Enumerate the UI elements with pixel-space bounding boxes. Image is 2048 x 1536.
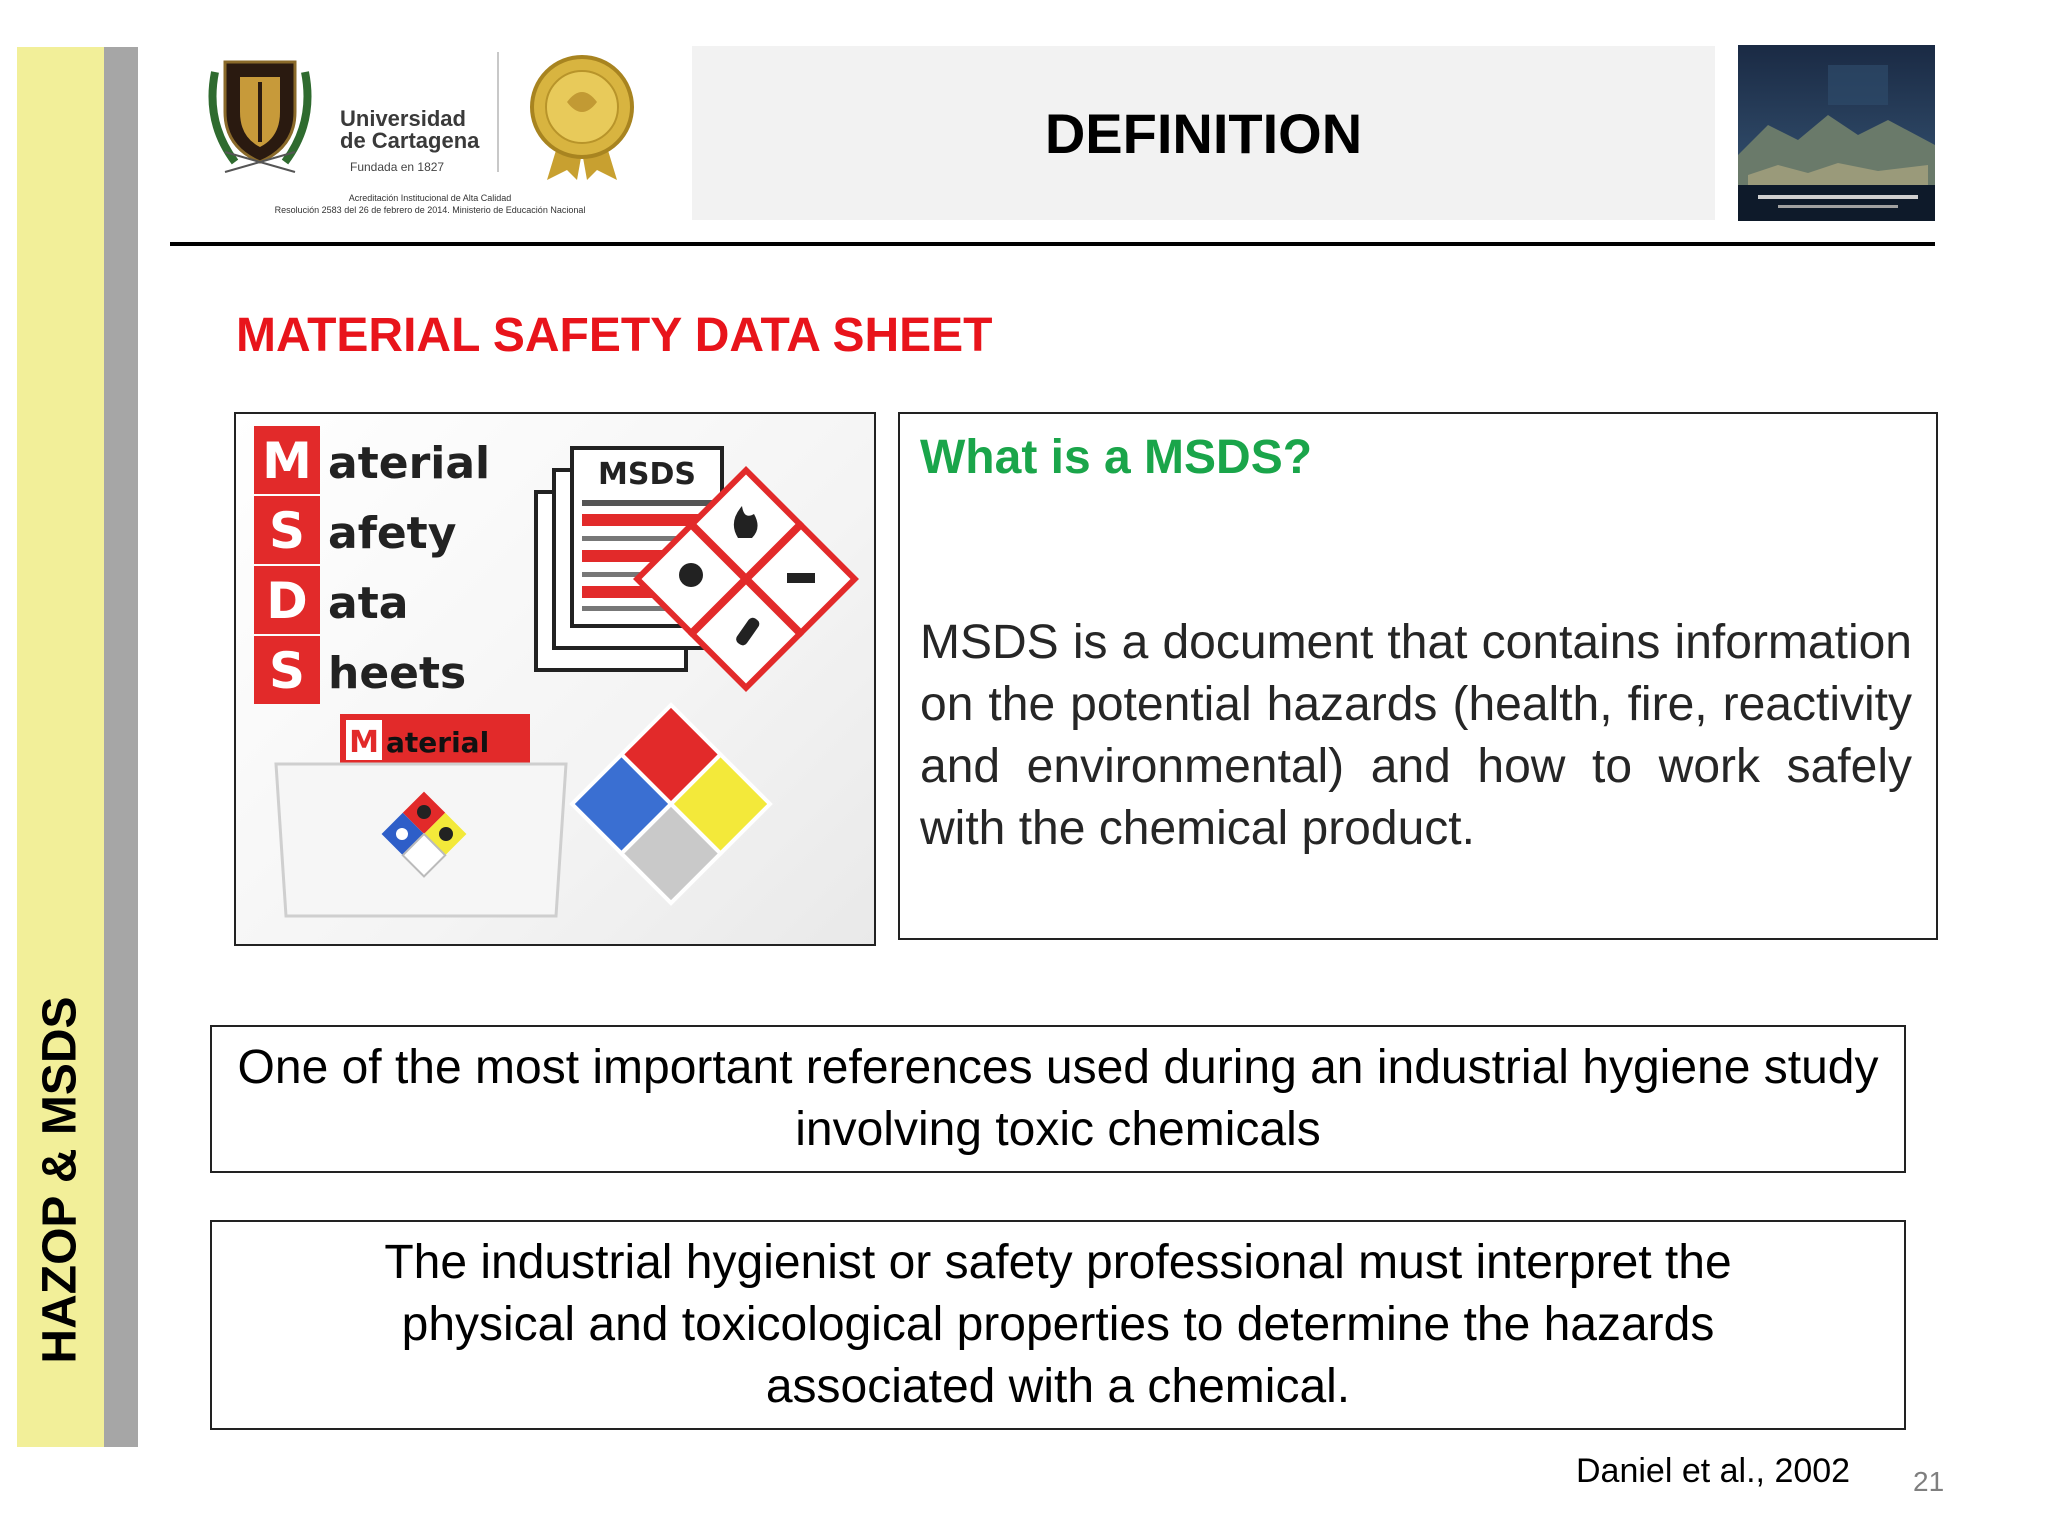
reference-text-2: The industrial hygienist or safety professional must interpret the physical and toxicological properties to determine the hazards associated with a chemical. bbox=[384, 1236, 1732, 1413]
sidebar-band-gray bbox=[104, 47, 138, 1447]
msds-illustration bbox=[234, 412, 876, 946]
msds-sheet-label: MSDS bbox=[598, 457, 696, 492]
reference-text-1: One of the most important references used during an industrial hygiene study involving toxic chemicals bbox=[237, 1041, 1879, 1156]
definition-text: MSDS is a document that contains information on the potential hazards (health, fire, reactivity and environmental) and how to work safely with the chemical product. bbox=[920, 616, 1912, 855]
acronym-letter-2: S bbox=[268, 502, 306, 560]
acronym-row-s bbox=[254, 496, 456, 564]
folder-tab-word: aterial bbox=[386, 726, 490, 759]
acronym-row-m bbox=[254, 426, 490, 494]
acronym-row-d bbox=[254, 566, 408, 634]
university-name: Universidad de Cartagena bbox=[340, 106, 480, 153]
page-number: 21 bbox=[1913, 1466, 1945, 1497]
folder-tab-letter: M bbox=[349, 725, 379, 760]
header-divider bbox=[170, 242, 1935, 246]
book-cover-image bbox=[1738, 45, 1935, 221]
acronym-row-s2 bbox=[254, 636, 466, 704]
acronym-word-3: ata bbox=[328, 578, 409, 629]
folder-graphic bbox=[276, 714, 566, 916]
accreditation-text: Acreditación Institucional de Alta Calidad Resolución 2583 del 26 de febrero de 2014. Ministerio de Educación Nacional bbox=[274, 193, 586, 215]
definition-heading: What is a MSDS? bbox=[920, 431, 1313, 484]
section-heading: MATERIAL SAFETY DATA SHEET bbox=[236, 309, 993, 362]
msds-illustration-graphic bbox=[236, 414, 874, 944]
reference-box-2 bbox=[210, 1220, 1906, 1430]
sidebar-label: HAZOP & MSDS bbox=[33, 996, 87, 1364]
citation: Daniel et al., 2002 bbox=[1576, 1452, 1851, 1490]
acronym-word-4: heets bbox=[328, 648, 467, 699]
acronym-letter-3: D bbox=[266, 572, 308, 630]
quality-seal-logo bbox=[522, 52, 642, 182]
university-shield-logo bbox=[195, 52, 325, 182]
acronym-letter-1: M bbox=[262, 432, 312, 490]
page-title: DEFINITION bbox=[1044, 101, 1363, 165]
university-founded: Fundada en 1827 bbox=[350, 160, 445, 174]
logo-divider bbox=[497, 52, 499, 172]
nfpa-diamond bbox=[572, 705, 770, 903]
reference-box-1 bbox=[210, 1025, 1906, 1173]
acronym-word-1: aterial bbox=[328, 438, 491, 489]
acronym-letter-4: S bbox=[268, 642, 306, 700]
acronym-word-2: afety bbox=[328, 508, 457, 559]
